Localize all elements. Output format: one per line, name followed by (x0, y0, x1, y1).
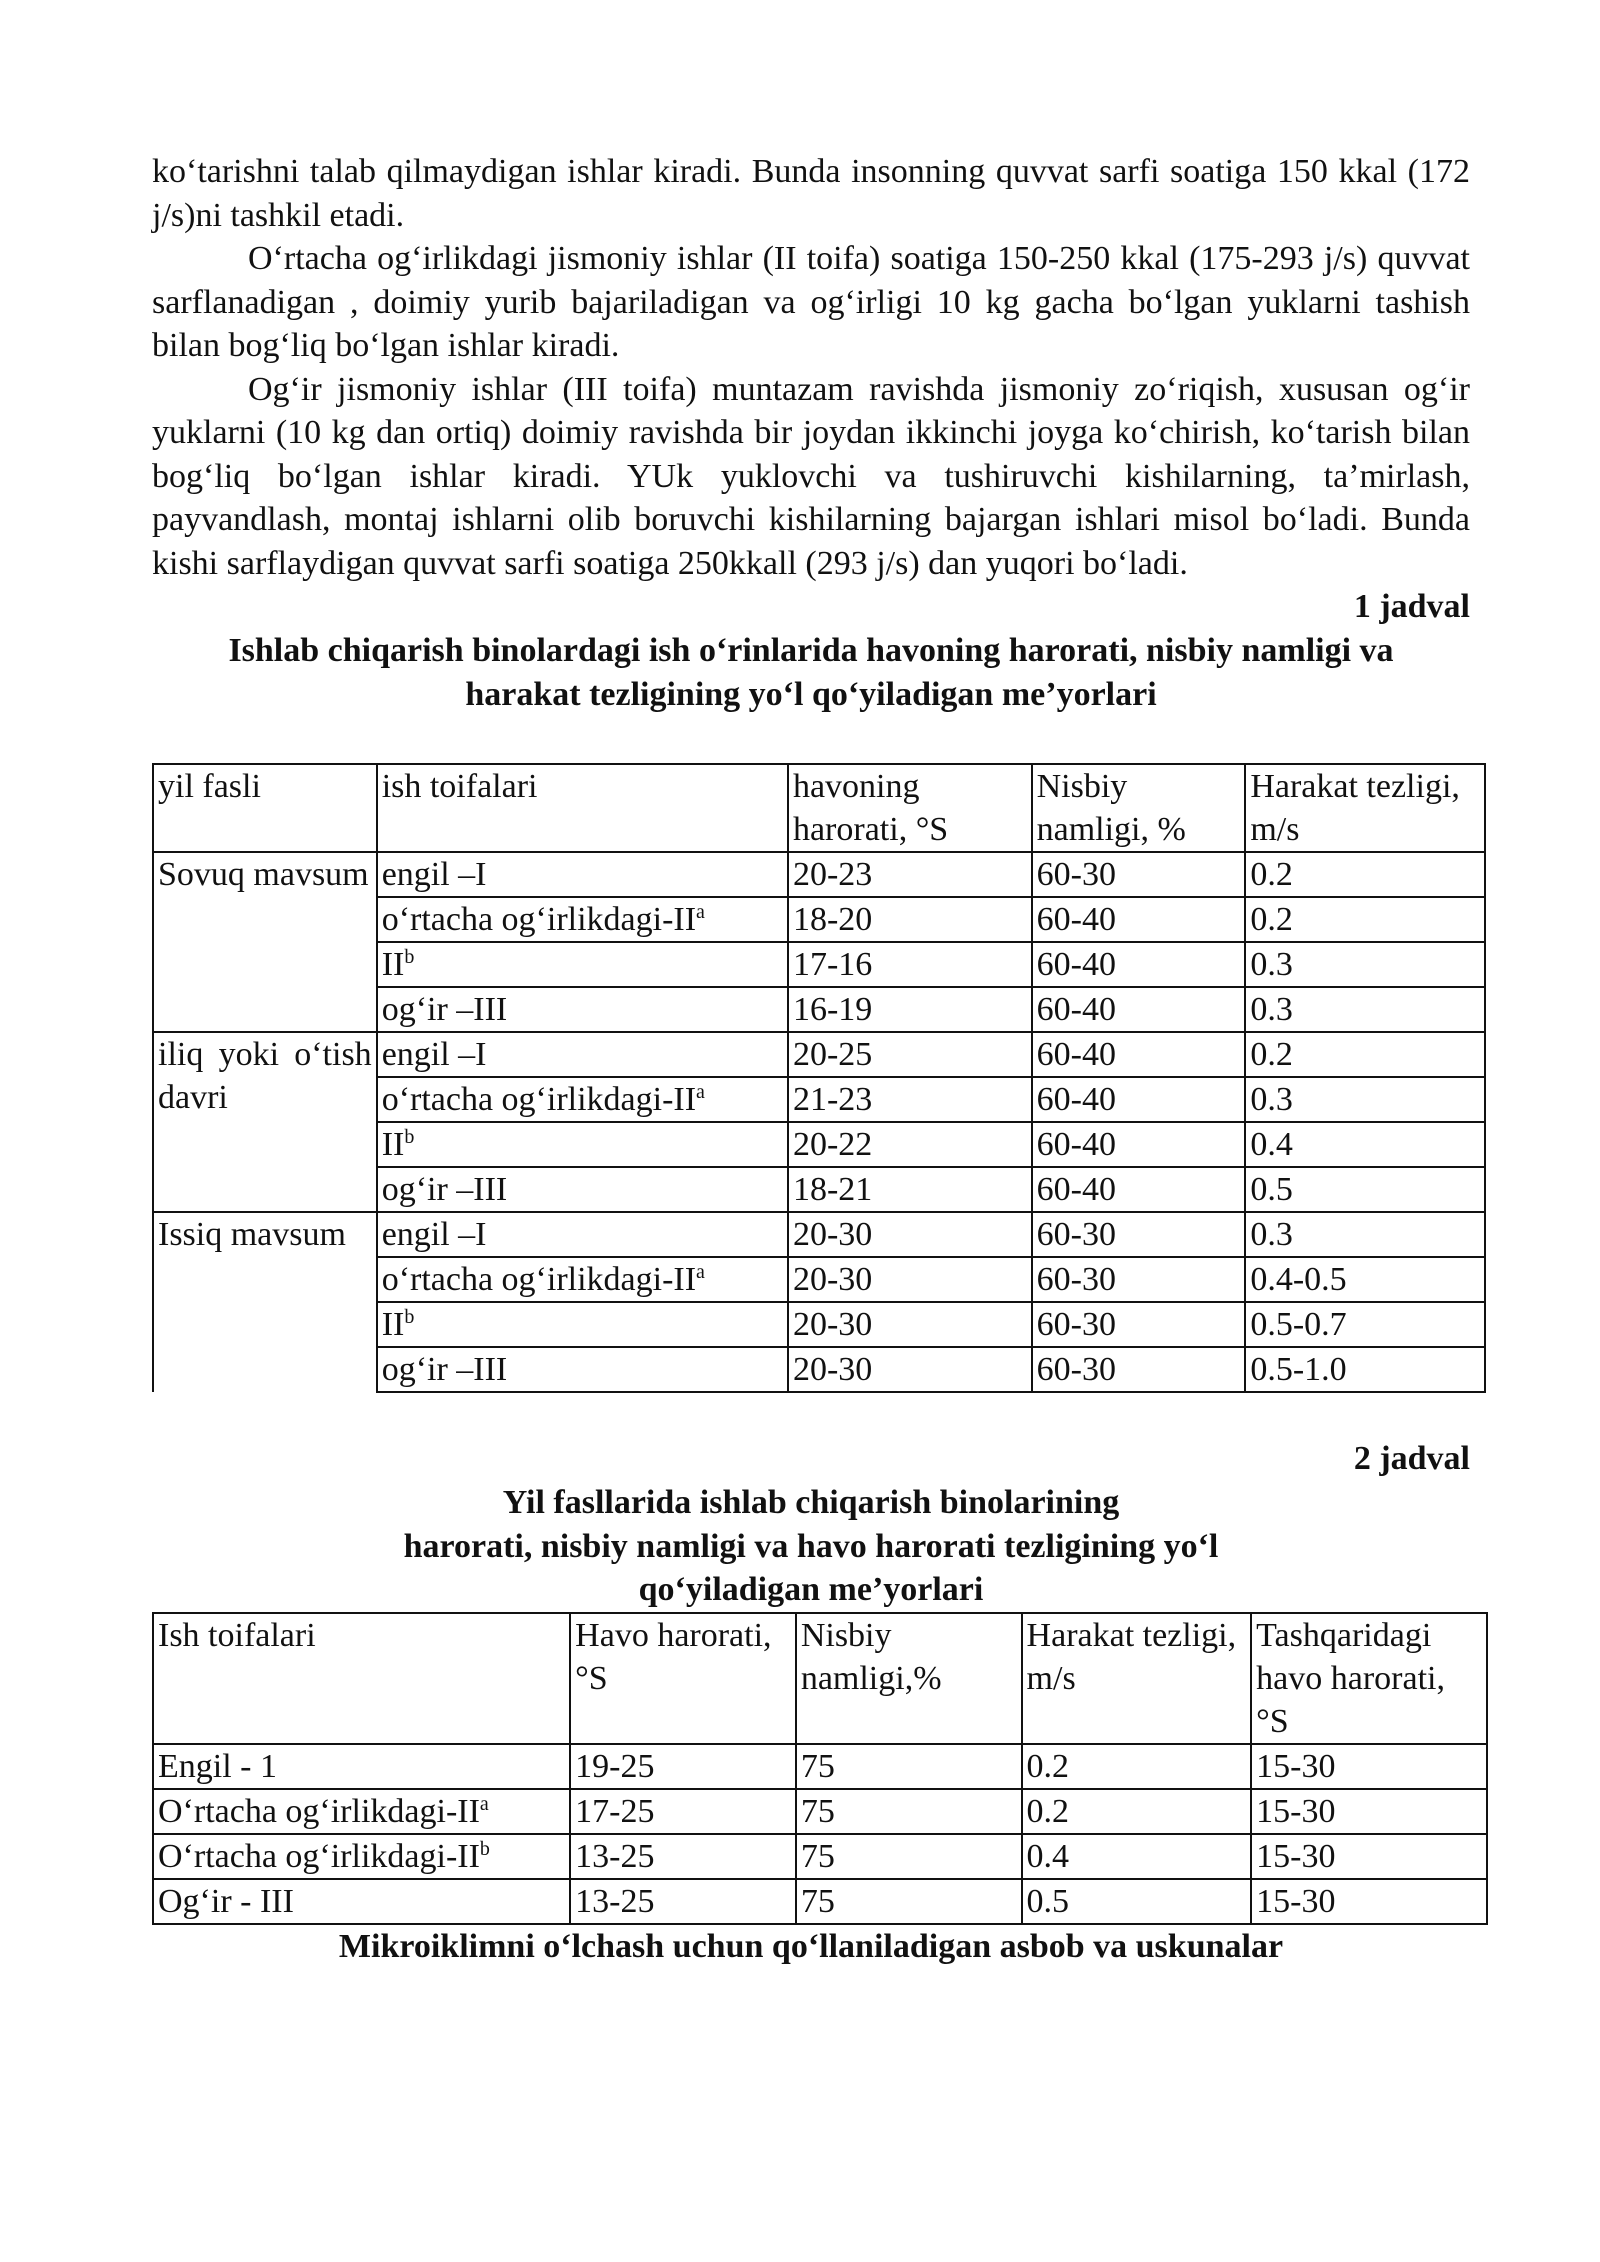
temperature-cell: 20-30 (788, 1347, 1032, 1392)
category-text: engil –I (381, 856, 487, 893)
velocity-cell: 0.2 (1022, 1744, 1252, 1789)
humidity-cell: 75 (796, 1879, 1022, 1924)
category-cell (377, 1257, 788, 1302)
category-text: II (381, 1306, 405, 1343)
table2-header-cell: Ish toifalari (153, 1613, 570, 1744)
velocity-cell: 0.5 (1245, 1167, 1485, 1212)
category-superscript: b (404, 1306, 415, 1328)
season-cell: Sovuq mavsum (153, 852, 377, 1032)
table1-row (153, 1212, 1485, 1257)
humidity-cell: 60-30 (1032, 1347, 1246, 1392)
category-text: og‘ir –III (381, 1351, 508, 1388)
table2-header-cell: Havo harorati,°S (570, 1613, 796, 1744)
table1-header-cell: ish toifalari (377, 764, 788, 852)
velocity-cell: 0.2 (1245, 897, 1485, 942)
temperature-cell: 20-22 (788, 1122, 1032, 1167)
table2-header-cell: Harakat tezligi, m/s (1022, 1613, 1252, 1744)
category-text: O‘rtacha og‘irlikdagi-II (158, 1837, 480, 1875)
table-1 (152, 763, 1486, 1393)
table2-row (153, 1834, 1487, 1879)
humidity-cell: 60-40 (1032, 987, 1246, 1032)
velocity-cell: 0.3 (1245, 942, 1485, 987)
velocity-cell: 0.5 (1022, 1879, 1252, 1924)
table1-header-cell: havoning harorati, °S (788, 764, 1032, 852)
humidity-cell: 75 (796, 1789, 1022, 1834)
temperature-cell: 16-19 (788, 987, 1032, 1032)
table2-row (153, 1879, 1487, 1924)
category-text: Og‘ir - III (158, 1882, 294, 1920)
category-text: O‘rtacha og‘irlikdagi-II (158, 1792, 480, 1830)
table2-header-row (153, 1613, 1487, 1744)
category-text: og‘ir –III (381, 1171, 508, 1208)
humidity-cell: 60-40 (1032, 942, 1246, 987)
humidity-cell: 60-40 (1032, 1077, 1246, 1122)
category-superscript: b (404, 946, 415, 968)
category-text: og‘ir –III (381, 991, 508, 1028)
humidity-cell: 60-30 (1032, 1257, 1246, 1302)
humidity-cell: 60-40 (1032, 897, 1246, 942)
table1-header-row (153, 764, 1485, 852)
category-superscript: a (696, 1261, 705, 1283)
velocity-cell: 0.5-0.7 (1245, 1302, 1485, 1347)
category-cell (377, 852, 788, 897)
paragraph-3: Og‘ir jismoniy ishlar (III toifa) muntazam ravishda jismoniy zo‘riqish, xususan og‘ir yuklarni (10 kg dan ortiq) doimiy ravishda bir joydan ikkinchi joyga ko‘chirish, ko‘tarish bilan bog‘liq bo‘lgan ishlar kiradi. YUk yuklovchi va tushiruvchi kishilarning, ta’mirlash, payvandlash, montaj ishlarni olib boruvchi kishilarning bajargan ishlari misol bo‘ladi. Bunda kishi sarflaydigan quvvat sarfi soatiga 250kkall (293 j/s) dan yuqori bo‘ladi. (152, 370, 1470, 582)
humidity-cell: 60-40 (1032, 1122, 1246, 1167)
category-superscript: b (479, 1837, 490, 1860)
outside-temperature-cell: 15-30 (1251, 1789, 1487, 1834)
category-text: II (381, 946, 405, 983)
velocity-cell: 0.4 (1022, 1834, 1252, 1879)
category-text: engil –I (381, 1036, 487, 1073)
category-text: Engil - 1 (158, 1747, 277, 1785)
temperature-cell: 17-16 (788, 942, 1032, 987)
category-text: II (381, 1126, 405, 1163)
humidity-cell: 75 (796, 1834, 1022, 1879)
table1-header-cell: Harakat tezligi, m/s (1245, 764, 1485, 852)
velocity-cell: 0.2 (1245, 1032, 1485, 1077)
table1-header-cell: Nisbiy namligi, % (1032, 764, 1246, 852)
category-superscript: a (479, 1792, 489, 1815)
outside-temperature-cell: 15-30 (1251, 1744, 1487, 1789)
category-cell (153, 1834, 570, 1879)
velocity-cell: 0.5-1.0 (1245, 1347, 1485, 1392)
category-text: o‘rtacha og‘irlikdagi-II (381, 901, 697, 938)
category-cell (377, 987, 788, 1032)
temperature-cell: 13-25 (570, 1879, 796, 1924)
velocity-cell: 0.3 (1245, 1077, 1485, 1122)
temperature-cell: 20-30 (788, 1212, 1032, 1257)
category-cell (377, 1212, 788, 1257)
velocity-cell: 0.3 (1245, 987, 1485, 1032)
category-text: o‘rtacha og‘irlikdagi-II (381, 1261, 697, 1298)
season-cell: iliq yoki o‘tish davri (153, 1032, 377, 1212)
velocity-cell: 0.2 (1022, 1789, 1252, 1834)
table2-label: 2 jadval (1353, 1440, 1470, 1477)
table2-header-cell: Nisbiy namligi,% (796, 1613, 1022, 1744)
table1-row (153, 1032, 1485, 1077)
temperature-cell: 21-23 (788, 1077, 1032, 1122)
category-cell (153, 1744, 570, 1789)
humidity-cell: 60-40 (1032, 1032, 1246, 1077)
humidity-cell: 75 (796, 1744, 1022, 1789)
table2-title-line1: Yil fasllarida ishlab chiqarish binolarining (502, 1484, 1120, 1521)
table1-label: 1 jadval (1353, 588, 1470, 625)
category-cell (377, 1347, 788, 1392)
table2-row (153, 1789, 1487, 1834)
temperature-cell: 13-25 (570, 1834, 796, 1879)
temperature-cell: 19-25 (570, 1744, 796, 1789)
category-cell (153, 1879, 570, 1924)
humidity-cell: 60-30 (1032, 1302, 1246, 1347)
temperature-cell: 20-30 (788, 1257, 1032, 1302)
humidity-cell: 60-40 (1032, 1167, 1246, 1212)
category-text: o‘rtacha og‘irlikdagi-II (381, 1081, 697, 1118)
category-cell (377, 1302, 788, 1347)
category-superscript: a (696, 901, 705, 923)
outside-temperature-cell: 15-30 (1251, 1879, 1487, 1924)
footer-heading: Mikroiklimni o‘lchash uchun qo‘llaniladigan asbob va uskunalar (338, 1927, 1284, 1965)
temperature-cell: 20-30 (788, 1302, 1032, 1347)
paragraph-1: ko‘tarishni talab qilmaydigan ishlar kiradi. Bunda insonning quvvat sarfi soatiga 150 kkal (172 j/s)ni tashkil etadi. (152, 153, 1470, 234)
humidity-cell: 60-30 (1032, 1212, 1246, 1257)
season-cell: Issiq mavsum (153, 1212, 377, 1392)
category-cell (377, 897, 788, 942)
category-superscript: b (404, 1126, 415, 1148)
table1-row (153, 852, 1485, 897)
temperature-cell: 20-25 (788, 1032, 1032, 1077)
temperature-cell: 20-23 (788, 852, 1032, 897)
table2-header-cell: Tashqaridagi havo harorati, °S (1251, 1613, 1487, 1744)
category-cell (377, 1122, 788, 1167)
table2-row (153, 1744, 1487, 1789)
category-cell (377, 1077, 788, 1122)
table1-header-cell: yil fasli (153, 764, 377, 852)
temperature-cell: 18-21 (788, 1167, 1032, 1212)
temperature-cell: 17-25 (570, 1789, 796, 1834)
table1-title-line2: harakat tezligining yo‘l qo‘yiladigan me’yorlari (465, 675, 1157, 713)
velocity-cell: 0.2 (1245, 852, 1485, 897)
velocity-cell: 0.4-0.5 (1245, 1257, 1485, 1302)
category-cell (153, 1789, 570, 1834)
humidity-cell: 60-30 (1032, 852, 1246, 897)
table2-title-line2: harorati, nisbiy namligi va havo harorati tezligining yo‘l (403, 1527, 1219, 1565)
velocity-cell: 0.4 (1245, 1122, 1485, 1167)
table-2 (152, 1612, 1488, 1925)
velocity-cell: 0.3 (1245, 1212, 1485, 1257)
document-page (152, 150, 1470, 1968)
table2-title-line3: qo‘yiladigan me’yorlari (638, 1571, 984, 1608)
paragraph-2: O‘rtacha og‘irlikdagi jismoniy ishlar (II toifa) soatiga 150-250 kkal (175-293 j/s) quvvat sarflanadigan , doimiy yurib bajariladigan va og‘irligi 10 kg gacha bo‘lgan yuklarni tashish bilan bog‘liq bo‘lgan ishlar kiradi. (152, 240, 1470, 364)
category-text: engil –I (381, 1216, 487, 1253)
category-cell (377, 1167, 788, 1212)
temperature-cell: 18-20 (788, 897, 1032, 942)
category-cell (377, 942, 788, 987)
category-cell (377, 1032, 788, 1077)
category-superscript: a (696, 1081, 705, 1103)
table1-title-line1: Ishlab chiqarish binolardagi ish o‘rinlarida havoning harorati, nisbiy namligi va (228, 632, 1394, 669)
outside-temperature-cell: 15-30 (1251, 1834, 1487, 1879)
